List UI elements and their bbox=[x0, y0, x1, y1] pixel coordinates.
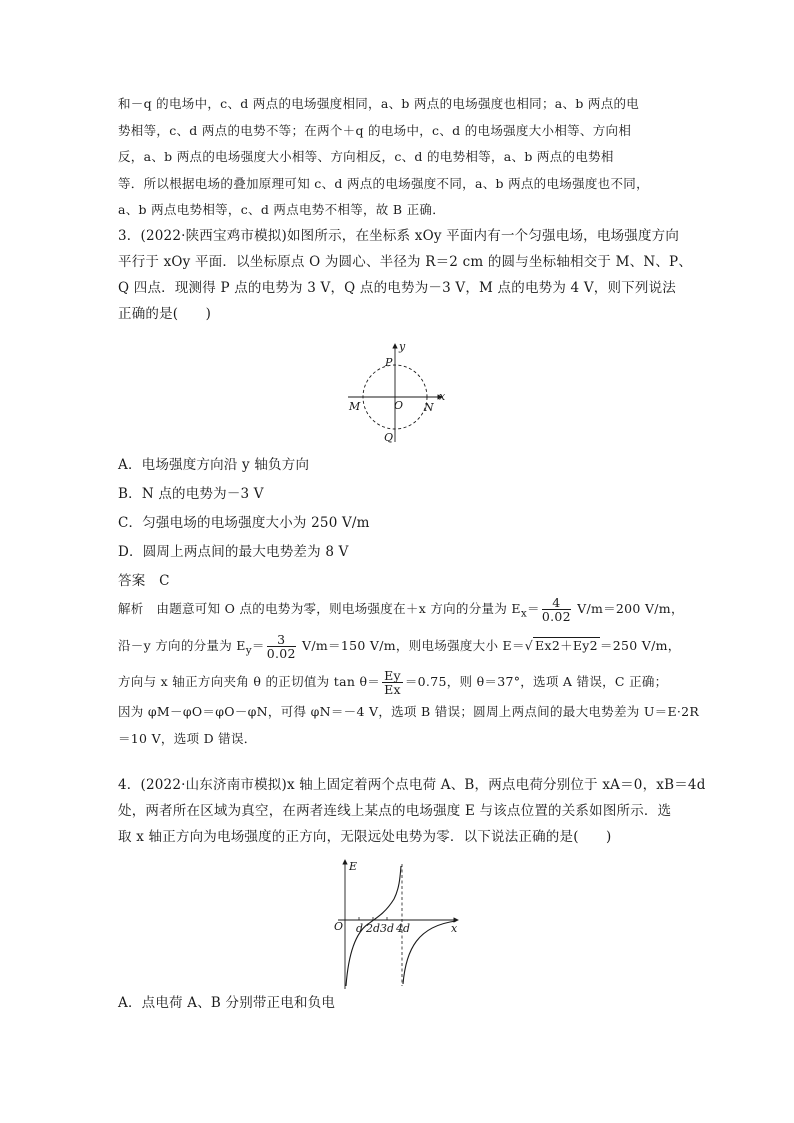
analysis-text: V/m＝200 V/m， bbox=[572, 601, 684, 616]
point-label-n: N bbox=[424, 401, 434, 414]
field-curve-right bbox=[403, 921, 456, 984]
analysis-text: 解析 由题意可知 O 点的电势为零，则电场强度在＋x 方向的分量为 E bbox=[118, 601, 521, 616]
text-line: 取 x 轴正方向为电场强度的正方向，无限远处电势为零．以下说法正确的是( ) bbox=[118, 829, 612, 845]
fraction bbox=[267, 633, 296, 660]
text-line: a、b 两点电势相等，c、d 两点电势不相等，故 B 正确． bbox=[118, 202, 446, 217]
option-c: C．匀强电场的电场强度大小为 250 V/m bbox=[118, 515, 370, 531]
question-3-stem bbox=[118, 223, 693, 327]
question-4-options bbox=[118, 990, 678, 1016]
fraction-numerator: 4 bbox=[542, 596, 571, 610]
tick-label-d: d bbox=[356, 922, 364, 935]
analysis-text: 沿－y 方向的分量为 E bbox=[118, 637, 246, 653]
analysis-text: 方向与 x 轴正方向夹角 θ 的正切值为 tan θ＝ bbox=[118, 674, 381, 689]
option-a: A．电场强度方向沿 y 轴负方向 bbox=[118, 457, 310, 473]
fraction-denominator: Ex bbox=[384, 682, 401, 697]
analysis-line-5: ＝10 V，选项 D 错误． bbox=[118, 731, 257, 746]
analysis-line-3 bbox=[118, 666, 678, 698]
fraction-denominator: 0.02 bbox=[541, 609, 571, 624]
fraction-numerator: 3 bbox=[267, 633, 296, 647]
analysis-line-1: 解析 由题意可知 O 点的电势为零，则电场强度在＋x 方向的分量为 $E_x=$ $\frac{4}{0.02}$ V/m＝200 V/m， bbox=[118, 595, 684, 624]
origin-label: O bbox=[334, 920, 344, 933]
text-line: 反，a、b 两点的电场强度大小相等、方向相反，c、d 的电势相等，a、b 两点的电势相 bbox=[118, 149, 614, 164]
text-line: 和－q 的电场中，c、d 两点的电场强度相同，a、b 两点的电场强度也相同；a、b 两点的电 bbox=[118, 96, 640, 111]
analysis-text: V/m＝150 V/m，则电场强度大小 E＝ bbox=[297, 637, 525, 653]
text-line: Q 四点．现测得 P 点的电势为 3 V，Q 点的电势为－3 V，M 点的电势为 4 V，则下列说法 bbox=[118, 280, 676, 296]
text-line: 势相等，c、d 两点的电势不等；在两个＋q 的电场中，c、d 的电场强度大小相等、方向相 bbox=[118, 122, 632, 138]
axis-label-e: E bbox=[349, 860, 358, 873]
circle-axes-diagram bbox=[340, 338, 460, 448]
tick-label-3d: 3d bbox=[380, 922, 395, 935]
option-a: A．点电荷 A、B 分别带正电和负电 bbox=[118, 995, 336, 1011]
text-line: 平行于 xOy 平面．以坐标原点 O 为圆心、半径为 R＝2 cm 的圆与坐标轴相交于 M、N、P、 bbox=[118, 254, 693, 270]
tick-label-4d: 4d bbox=[396, 922, 411, 935]
analysis-line-2: 沿－y 方向的分量为 $E_y=$ $\frac{3}{0.02}$ V/m＝150 V/m，则电场强度大小 E＝√ Ex2＋Ey2 ＝250 V/m， bbox=[118, 631, 681, 661]
option-d: D．圆周上两点间的最大电势差为 8 V bbox=[118, 544, 349, 560]
question-3-figure bbox=[340, 338, 460, 448]
question-3-options bbox=[118, 451, 678, 596]
text-line: 3．(2022·陕西宝鸡市模拟)如图所示，在坐标系 xOy 平面内有一个匀强电场，电场强度方向 bbox=[118, 228, 680, 244]
axis-label-y: y bbox=[399, 340, 406, 353]
prev-solution-text bbox=[118, 91, 678, 224]
sqrt-radicand: Ex2＋Ey2 bbox=[535, 637, 598, 653]
option-b: B．N 点的电势为－3 V bbox=[118, 486, 264, 502]
analysis-text: ＝250 V/m， bbox=[599, 637, 681, 653]
point-label-o: O bbox=[394, 399, 404, 412]
text-line: 处，两者所在区域为真空，在两者连线上某点的电场强度 E 与该点位置的关系如图所示．选 bbox=[118, 803, 672, 819]
question-4-figure bbox=[328, 854, 468, 994]
axis-label-x: x bbox=[451, 922, 458, 935]
point-label-p: P bbox=[385, 356, 393, 369]
analysis-line-4: 因为 φM－φO＝φO－φN，可得 φN＝－4 V，选项 B 错误；圆周上两点间的最大电势差为 U＝E·2R bbox=[118, 704, 700, 719]
subscript: x bbox=[520, 607, 527, 620]
question-4-stem bbox=[118, 772, 706, 850]
fraction bbox=[542, 596, 571, 623]
text-line: 4．(2022·山东济南市模拟)x 轴上固定着两个点电荷 A、B，两点电荷分别位于 xA＝0，xB＝4d bbox=[118, 777, 706, 793]
axis-label-x: x bbox=[439, 390, 446, 403]
point-label-q: Q bbox=[384, 431, 394, 444]
answer-line: 答案 C bbox=[118, 573, 170, 589]
text-line: 正确的是( ) bbox=[118, 306, 212, 322]
fraction bbox=[382, 669, 403, 696]
analysis-text: ＝0.75，则 θ＝37°，选项 A 错误，C 正确； bbox=[404, 674, 668, 689]
point-label-m: M bbox=[349, 400, 361, 413]
tick-label-2d: 2d bbox=[366, 922, 381, 935]
subscript: y bbox=[245, 644, 252, 656]
question-3-analysis bbox=[118, 593, 700, 752]
e-x-graph bbox=[328, 854, 468, 994]
fraction-numerator: Ey bbox=[384, 668, 401, 683]
fraction-denominator: 0.02 bbox=[266, 645, 296, 661]
text-line: 等．所以根据电场的叠加原理可知 c、d 两点的电场强度不同，a、b 两点的电场强度也不同， bbox=[118, 175, 649, 191]
